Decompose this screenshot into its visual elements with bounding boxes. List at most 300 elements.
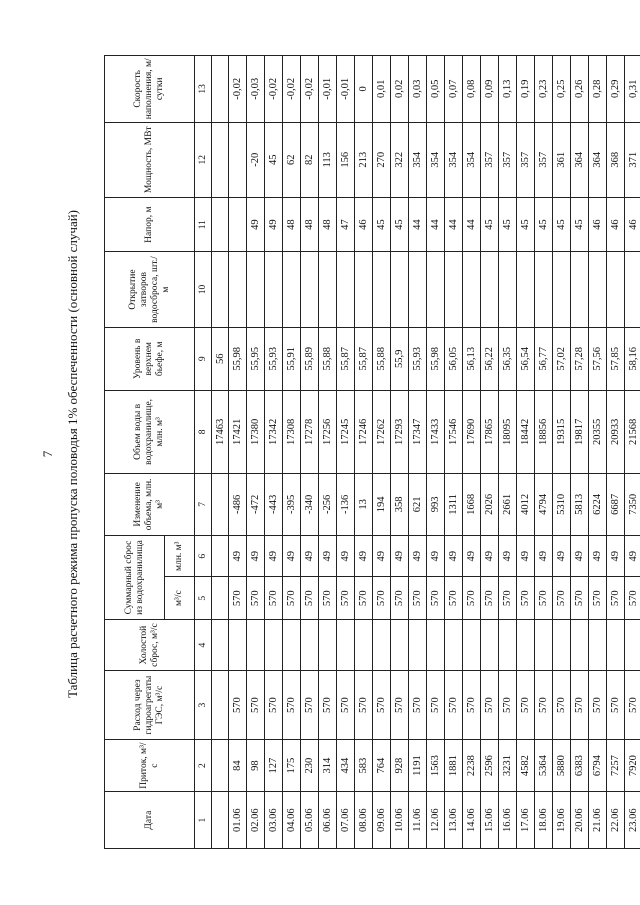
- header-volume-change: Изменение объема, млн. м³: [105, 473, 195, 535]
- table-cell: [212, 197, 229, 252]
- table-cell-idle: [409, 619, 427, 670]
- table-cell-dv: 4794: [535, 473, 553, 535]
- table-cell-inflow: 3231: [499, 739, 517, 791]
- table-cell-inflow: 1881: [445, 739, 463, 791]
- table-cell-w: 49: [391, 535, 409, 576]
- table-cell-dv: -136: [337, 473, 355, 535]
- table-cell-lvl: 55,95: [247, 327, 265, 390]
- table-cell-turbine: 570: [283, 671, 301, 740]
- table-row: [625, 56, 640, 849]
- table-cell-w: 49: [337, 535, 355, 576]
- initial-level: 56: [212, 327, 229, 390]
- table-cell-dv: -340: [301, 473, 319, 535]
- table-cell-dv: 194: [373, 473, 391, 535]
- table-cell-rate: 0,01: [373, 56, 391, 123]
- table-cell-idle: [571, 619, 589, 670]
- table-cell-date: 10.06: [391, 792, 409, 849]
- table-cell-head: 45: [373, 197, 391, 252]
- table-cell-vol: 17262: [373, 390, 391, 473]
- table-row: [265, 56, 283, 849]
- table-row: [517, 56, 535, 849]
- table-cell-idle: [391, 619, 409, 670]
- table-cell-power: 354: [409, 122, 427, 197]
- table-cell-idle: [265, 619, 283, 670]
- table-cell-dv: -395: [283, 473, 301, 535]
- table-cell-head: 45: [517, 197, 535, 252]
- table-cell-q: 570: [607, 577, 625, 620]
- table-cell-power: 361: [553, 122, 571, 197]
- table-cell-date: 01.06: [229, 792, 247, 849]
- table-cell-vol: 19817: [571, 390, 589, 473]
- table-cell-inflow: 84: [229, 739, 247, 791]
- table-cell-q: 570: [265, 577, 283, 620]
- table-cell-turbine: 570: [265, 671, 283, 740]
- table-cell-date: 11.06: [409, 792, 427, 849]
- table-cell-lvl: 55,9: [391, 327, 409, 390]
- table-cell-w: 49: [355, 535, 373, 576]
- table-cell-idle: [625, 619, 640, 670]
- table-cell-lvl: 56,54: [517, 327, 535, 390]
- flood-regime-table: [104, 55, 640, 849]
- column-number: 10: [195, 252, 212, 327]
- table-cell-rate: -0,02: [283, 56, 301, 123]
- table-row: [373, 56, 391, 849]
- table-row: [391, 56, 409, 849]
- table-cell-vol: 17278: [301, 390, 319, 473]
- table-cell-lvl: 58,16: [625, 327, 640, 390]
- table-cell-turbine: 570: [553, 671, 571, 740]
- table-cell-inflow: 6794: [589, 739, 607, 791]
- table-cell-power: 270: [373, 122, 391, 197]
- table-cell-vol: 19315: [553, 390, 571, 473]
- table-row: [463, 56, 481, 849]
- table-cell-rate: 0,28: [589, 56, 607, 123]
- table-cell-inflow: 1563: [427, 739, 445, 791]
- table-cell-gates: [229, 252, 247, 327]
- table-cell-q: 570: [553, 577, 571, 620]
- table-cell-gates: [481, 252, 499, 327]
- table-row: [247, 56, 265, 849]
- table-cell-turbine: 570: [589, 671, 607, 740]
- table-cell-idle: [481, 619, 499, 670]
- header-water-volume: Объем воды в водохранилище, млн. м³: [105, 390, 195, 473]
- header-power: Мощность, МВт: [105, 122, 195, 197]
- table-cell-gates: [337, 252, 355, 327]
- table-cell-date: 05.06: [301, 792, 319, 849]
- table-cell-turbine: 570: [607, 671, 625, 740]
- table-cell-date: 07.06: [337, 792, 355, 849]
- table-cell-vol: 17245: [337, 390, 355, 473]
- table-cell-inflow: 583: [355, 739, 373, 791]
- table-cell-turbine: 570: [409, 671, 427, 740]
- table-cell-lvl: 56,35: [499, 327, 517, 390]
- table-cell-lvl: 55,88: [319, 327, 337, 390]
- table-cell-gates: [571, 252, 589, 327]
- column-number: 1: [195, 792, 212, 849]
- table-cell-vol: 17256: [319, 390, 337, 473]
- table-cell-vol: 17546: [445, 390, 463, 473]
- table-cell-idle: [229, 619, 247, 670]
- table-cell-power: 357: [481, 122, 499, 197]
- table-cell-head: 46: [625, 197, 640, 252]
- table-cell-gates: [607, 252, 625, 327]
- table-cell-dv: -472: [247, 473, 265, 535]
- table-cell-lvl: 56,22: [481, 327, 499, 390]
- table-cell-idle: [589, 619, 607, 670]
- table-row: [283, 56, 301, 849]
- column-number: 6: [195, 535, 212, 576]
- table-cell-power: 156: [337, 122, 355, 197]
- table-cell-dv: 6224: [589, 473, 607, 535]
- column-number: 7: [195, 473, 212, 535]
- table-cell: [212, 671, 229, 740]
- table-cell-rate: 0,19: [517, 56, 535, 123]
- table-cell-dv: 5813: [571, 473, 589, 535]
- table-cell-head: 46: [607, 197, 625, 252]
- table-cell-power: 371: [625, 122, 640, 197]
- table-cell-w: 49: [589, 535, 607, 576]
- header-discharge-mln: млн. м³: [165, 535, 195, 576]
- table-cell-q: 570: [625, 577, 640, 620]
- table-cell-turbine: 570: [463, 671, 481, 740]
- table-cell-dv: -256: [319, 473, 337, 535]
- table-cell-q: 570: [535, 577, 553, 620]
- table-cell-q: 570: [427, 577, 445, 620]
- table-cell-head: 45: [571, 197, 589, 252]
- table-cell-head: 44: [463, 197, 481, 252]
- table-cell-inflow: 127: [265, 739, 283, 791]
- table-cell-date: 02.06: [247, 792, 265, 849]
- table-cell-q: 570: [301, 577, 319, 620]
- header-upstream-level: Уровень в верхнем бьефе, м: [105, 327, 195, 390]
- table-cell-power: 82: [301, 122, 319, 197]
- table-cell-inflow: 1191: [409, 739, 427, 791]
- table-cell-w: 49: [247, 535, 265, 576]
- table-cell-dv: -486: [229, 473, 247, 535]
- table-cell-turbine: 570: [355, 671, 373, 740]
- table-cell-rate: 0,13: [499, 56, 517, 123]
- table-cell-head: 44: [427, 197, 445, 252]
- table-cell-date: 16.06: [499, 792, 517, 849]
- table-cell-dv: 5310: [553, 473, 571, 535]
- table-cell-power: 45: [265, 122, 283, 197]
- table-cell-vol: 17690: [463, 390, 481, 473]
- table-cell-head: 45: [481, 197, 499, 252]
- table-cell-dv: 358: [391, 473, 409, 535]
- table-cell-vol: 17433: [427, 390, 445, 473]
- column-number: 9: [195, 327, 212, 390]
- table-cell: [212, 473, 229, 535]
- header-idle-discharge: Холостой сброс, м³/с: [105, 619, 195, 670]
- table-cell-power: 354: [445, 122, 463, 197]
- table-cell-turbine: 570: [427, 671, 445, 740]
- table-cell-lvl: 55,89: [301, 327, 319, 390]
- table-cell-gates: [265, 252, 283, 327]
- table-cell-inflow: 928: [391, 739, 409, 791]
- table-cell-power: -20: [247, 122, 265, 197]
- header-head: Напор, м: [105, 197, 195, 252]
- table-cell-head: 48: [283, 197, 301, 252]
- table-row: [427, 56, 445, 849]
- table-cell-w: 49: [571, 535, 589, 576]
- table-cell-turbine: 570: [229, 671, 247, 740]
- table-cell-q: 570: [463, 577, 481, 620]
- table-cell-lvl: 57,28: [571, 327, 589, 390]
- table-cell-date: 15.06: [481, 792, 499, 849]
- table-cell-power: 113: [319, 122, 337, 197]
- table-cell-idle: [499, 619, 517, 670]
- table-cell-turbine: 570: [625, 671, 640, 740]
- table-body: [229, 56, 640, 849]
- table-cell-gates: [535, 252, 553, 327]
- table-cell-head: 45: [391, 197, 409, 252]
- table-cell-idle: [373, 619, 391, 670]
- table-cell-vol: 20355: [589, 390, 607, 473]
- table-cell-q: 570: [283, 577, 301, 620]
- table-cell-rate: 0,07: [445, 56, 463, 123]
- table-cell-lvl: 57,85: [607, 327, 625, 390]
- table-row: [481, 56, 499, 849]
- header-spillway-gates: Открытие затворов водосброса, шт./м: [105, 252, 195, 327]
- table-cell-dv: 621: [409, 473, 427, 535]
- table-cell-gates: [409, 252, 427, 327]
- table-cell-rate: 0,26: [571, 56, 589, 123]
- table-cell-turbine: 570: [337, 671, 355, 740]
- table-row: [535, 56, 553, 849]
- table-cell-rate: -0,02: [229, 56, 247, 123]
- table-cell-idle: [337, 619, 355, 670]
- table-cell-inflow: 314: [319, 739, 337, 791]
- table-title: Таблица расчетного режима пропуска половодья 1% обеспеченности (основной случай): [65, 209, 80, 699]
- table-cell-power: 62: [283, 122, 301, 197]
- table-cell-lvl: 56,05: [445, 327, 463, 390]
- table-cell-q: 570: [589, 577, 607, 620]
- table-cell-power: 357: [499, 122, 517, 197]
- table-cell-rate: 0,25: [553, 56, 571, 123]
- table-cell-vol: 18856: [535, 390, 553, 473]
- table-cell: [212, 619, 229, 670]
- table-cell-gates: [247, 252, 265, 327]
- page-number: 7: [40, 450, 55, 458]
- table-cell-head: 46: [355, 197, 373, 252]
- table-cell-w: 49: [517, 535, 535, 576]
- table-cell-w: 49: [625, 535, 640, 576]
- table-cell-gates: [499, 252, 517, 327]
- table-cell-turbine: 570: [301, 671, 319, 740]
- table-cell-idle: [319, 619, 337, 670]
- table-cell-dv: 7350: [625, 473, 640, 535]
- table-cell-lvl: 55,87: [337, 327, 355, 390]
- table-cell-power: [229, 122, 247, 197]
- table-cell-q: 570: [319, 577, 337, 620]
- table-cell-inflow: 434: [337, 739, 355, 791]
- table-cell-gates: [445, 252, 463, 327]
- table-cell-idle: [427, 619, 445, 670]
- table-cell-head: 46: [589, 197, 607, 252]
- table-cell-q: 570: [499, 577, 517, 620]
- table-row: [409, 56, 427, 849]
- table-cell: [212, 792, 229, 849]
- table-cell-rate: -0,02: [301, 56, 319, 123]
- table-row: [607, 56, 625, 849]
- table-cell-w: 49: [463, 535, 481, 576]
- table-cell-rate: 0,31: [625, 56, 640, 123]
- table-cell-head: 45: [499, 197, 517, 252]
- table-cell-inflow: 764: [373, 739, 391, 791]
- table-cell-turbine: 570: [319, 671, 337, 740]
- table-cell-idle: [247, 619, 265, 670]
- table-cell-dv: 2661: [499, 473, 517, 535]
- table-cell-date: 18.06: [535, 792, 553, 849]
- table-cell-q: 570: [355, 577, 373, 620]
- table-cell-idle: [463, 619, 481, 670]
- table-cell-lvl: 57,56: [589, 327, 607, 390]
- table-cell-idle: [445, 619, 463, 670]
- table-cell-rate: 0,29: [607, 56, 625, 123]
- table-row: [445, 56, 463, 849]
- table-cell-head: 44: [409, 197, 427, 252]
- table-cell-vol: 20933: [607, 390, 625, 473]
- column-number: 3: [195, 671, 212, 740]
- table-cell-date: 09.06: [373, 792, 391, 849]
- table-cell-power: 213: [355, 122, 373, 197]
- table-cell: [212, 56, 229, 123]
- table-cell-w: 49: [283, 535, 301, 576]
- table-row: [553, 56, 571, 849]
- table-cell-rate: -0,02: [265, 56, 283, 123]
- table-cell-w: 49: [445, 535, 463, 576]
- table-cell-date: 17.06: [517, 792, 535, 849]
- table-cell-vol: 17246: [355, 390, 373, 473]
- column-number: 12: [195, 122, 212, 197]
- table-cell-dv: 4012: [517, 473, 535, 535]
- table-cell-dv: 2026: [481, 473, 499, 535]
- table-cell-date: 20.06: [571, 792, 589, 849]
- table-cell-turbine: 570: [481, 671, 499, 740]
- table-cell-rate: 0,03: [409, 56, 427, 123]
- table-cell-w: 49: [481, 535, 499, 576]
- table-cell-power: 357: [535, 122, 553, 197]
- table-row: [319, 56, 337, 849]
- table-cell-power: 357: [517, 122, 535, 197]
- table-cell-turbine: 570: [571, 671, 589, 740]
- table-cell: [212, 122, 229, 197]
- table-cell-q: 570: [409, 577, 427, 620]
- table-cell-rate: 0: [355, 56, 373, 123]
- table-cell-w: 49: [319, 535, 337, 576]
- table-cell-power: 364: [589, 122, 607, 197]
- column-number: 8: [195, 390, 212, 473]
- table-cell-q: 570: [229, 577, 247, 620]
- table-cell-q: 570: [445, 577, 463, 620]
- table-row: [229, 56, 247, 849]
- table-cell-vol: 18442: [517, 390, 535, 473]
- table-cell-lvl: 56,13: [463, 327, 481, 390]
- table-cell-dv: 1668: [463, 473, 481, 535]
- table-cell-dv: 993: [427, 473, 445, 535]
- table-cell-date: 06.06: [319, 792, 337, 849]
- table-cell-q: 570: [517, 577, 535, 620]
- table-cell-rate: -0,01: [319, 56, 337, 123]
- table-cell-gates: [373, 252, 391, 327]
- table-cell-q: 570: [481, 577, 499, 620]
- table-cell-inflow: 4582: [517, 739, 535, 791]
- table-row: [571, 56, 589, 849]
- table-cell-vol: 17308: [283, 390, 301, 473]
- rotated-table-wrapper: [104, 55, 639, 849]
- table-cell-gates: [517, 252, 535, 327]
- table-cell-date: 13.06: [445, 792, 463, 849]
- table-cell-rate: 0,02: [391, 56, 409, 123]
- table-row: [337, 56, 355, 849]
- table-cell-inflow: 7257: [607, 739, 625, 791]
- table-cell-head: 49: [265, 197, 283, 252]
- table-cell-date: 22.06: [607, 792, 625, 849]
- table-cell-w: 49: [229, 535, 247, 576]
- header-fill-rate: Скорость наполнения, м/сутки: [105, 56, 195, 123]
- table-cell-turbine: 570: [445, 671, 463, 740]
- table-cell-date: 14.06: [463, 792, 481, 849]
- table-cell-inflow: 175: [283, 739, 301, 791]
- table-cell-gates: [283, 252, 301, 327]
- table-cell-lvl: 55,98: [229, 327, 247, 390]
- table-cell: [212, 535, 229, 576]
- table-cell-w: 49: [553, 535, 571, 576]
- header-discharge-m3s: м³/с: [165, 577, 195, 620]
- table-cell-gates: [589, 252, 607, 327]
- table-cell-head: 44: [445, 197, 463, 252]
- table-cell-inflow: 7920: [625, 739, 640, 791]
- table-cell-inflow: 230: [301, 739, 319, 791]
- table-row: [355, 56, 373, 849]
- table-cell-w: 49: [301, 535, 319, 576]
- table-cell-lvl: 57,02: [553, 327, 571, 390]
- table-cell-turbine: 570: [517, 671, 535, 740]
- table-cell-date: 04.06: [283, 792, 301, 849]
- table-cell-dv: 13: [355, 473, 373, 535]
- table-cell-vol: 17347: [409, 390, 427, 473]
- table-cell-lvl: 55,93: [409, 327, 427, 390]
- column-number: 2: [195, 739, 212, 791]
- table-cell-idle: [535, 619, 553, 670]
- table-cell-date: 08.06: [355, 792, 373, 849]
- table-cell-w: 49: [373, 535, 391, 576]
- table-cell-gates: [463, 252, 481, 327]
- table-cell-turbine: 570: [499, 671, 517, 740]
- table-cell-inflow: 6383: [571, 739, 589, 791]
- table-cell-power: 364: [571, 122, 589, 197]
- table-cell-vol: 17421: [229, 390, 247, 473]
- table-cell-gates: [391, 252, 409, 327]
- table-cell-vol: 17865: [481, 390, 499, 473]
- table-cell-lvl: 55,91: [283, 327, 301, 390]
- table-cell-w: 49: [499, 535, 517, 576]
- table-cell-vol: 18095: [499, 390, 517, 473]
- table-cell-head: 47: [337, 197, 355, 252]
- table-container: [104, 55, 639, 849]
- table-cell-vol: 17293: [391, 390, 409, 473]
- table-cell-turbine: 570: [535, 671, 553, 740]
- table-cell-w: 49: [265, 535, 283, 576]
- table-row: [301, 56, 319, 849]
- table-cell-gates: [553, 252, 571, 327]
- table-cell-lvl: 55,87: [355, 327, 373, 390]
- table-cell-turbine: 570: [391, 671, 409, 740]
- table-cell-q: 570: [337, 577, 355, 620]
- column-number: 11: [195, 197, 212, 252]
- table-cell-inflow: 5880: [553, 739, 571, 791]
- table-cell-idle: [301, 619, 319, 670]
